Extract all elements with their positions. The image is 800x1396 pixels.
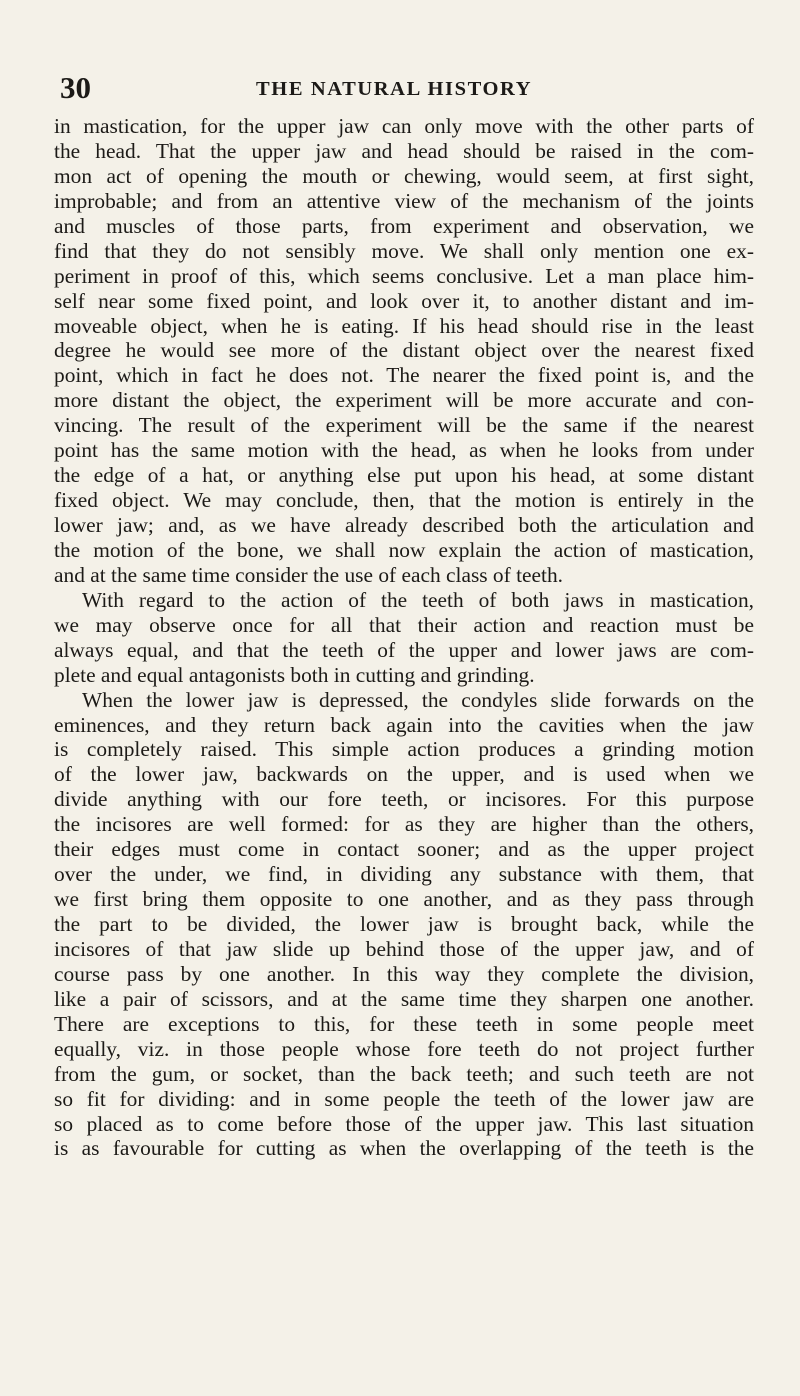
text-line: plete and equal antagonists both in cutting and grinding. <box>54 662 535 687</box>
text-line: There are exceptions to this, for these teeth in some people meet <box>54 1011 754 1036</box>
text-line: equally, viz. in those people whose fore teeth do not project further <box>54 1036 754 1061</box>
text-line: the part to be divided, the lower jaw is brought back, while the <box>54 912 754 936</box>
text-line: fixed object. We may conclude, then, that the motion is entirely in the <box>54 488 754 513</box>
text-line: and muscles of those parts, from experiment and observation, we <box>54 213 754 238</box>
text-line: point has the same motion with the head, as when he looks from under <box>54 438 754 463</box>
text-line: incisores of that jaw slide up behind those of the upper jaw, and of <box>54 936 754 961</box>
text-line: like a pair of scissors, and at the same time they sharpen one another. <box>54 986 754 1011</box>
text-line: vincing. The result of the experiment will be the same if the nearest <box>54 413 754 438</box>
text-line: periment in proof of this, which seems conclusive. Let a man place him- <box>54 263 754 288</box>
text-line: When the lower jaw is depressed, the condyles slide forwards on the <box>82 687 754 712</box>
text-line: divide anything with our fore teeth, or incisores. For this purpose <box>54 787 754 812</box>
text-line: so fit for dividing: and in some people the teeth of the lower jaw are <box>54 1086 754 1111</box>
page-number: 30 <box>60 70 91 105</box>
text-line: degree he would see more of the distant object over the nearest fixed <box>54 338 754 363</box>
text-line: we may observe once for all that their action and reaction must be <box>54 612 754 637</box>
text-line: point, which in fact he does not. The nearer the fixed point is, and the <box>54 363 754 388</box>
text-line: moveable object, when he is eating. If his head should rise in the least <box>54 313 754 338</box>
text-line: lower jaw; and, as we have already described both the articulation and <box>54 513 754 537</box>
text-line: mon act of opening the mouth or chewing, would seem, at first sight, <box>54 163 754 188</box>
text-line: is completely raised. This simple action produces a grinding motion <box>54 737 754 762</box>
text-line: of the lower jaw, backwards on the upper, and is used when we <box>54 762 754 787</box>
text-line: the motion of the bone, we shall now explain the action of mastication, <box>54 537 754 562</box>
text-line: the head. That the upper jaw and head should be raised in the com- <box>54 138 754 163</box>
text-line: is as favourable for cutting as when the overlapping of the teeth is the <box>54 1136 754 1161</box>
text-line: in mastication, for the upper jaw can only move with the other parts of <box>54 114 754 138</box>
text-line: from the gum, or socket, than the back teeth; and such teeth are not <box>54 1061 754 1086</box>
text-line: always equal, and that the teeth of the upper and lower jaws are com- <box>54 637 754 662</box>
text-line: find that they do not sensibly move. We shall only mention one ex- <box>54 238 754 263</box>
text-line: more distant the object, the experiment will be more accurate and con- <box>54 388 754 413</box>
text-line: course pass by one another. In this way they complete the division, <box>54 961 754 986</box>
text-line: we first bring them opposite to one another, and as they pass through <box>54 887 754 912</box>
page-header <box>60 70 750 110</box>
text-line: the incisores are well formed: for as they are higher than the others, <box>54 812 754 837</box>
body-text <box>54 114 754 1161</box>
text-line: self near some fixed point, and look over it, to another distant and im- <box>54 288 754 313</box>
text-line: their edges must come in contact sooner; and as the upper project <box>54 837 754 862</box>
text-line: so placed as to come before those of the upper jaw. This last situation <box>54 1111 754 1136</box>
text-line: With regard to the action of the teeth of both jaws in mastication, <box>82 587 754 612</box>
text-line: eminences, and they return back again into the cavities when the jaw <box>54 712 754 737</box>
text-line: over the under, we find, in dividing any substance with them, that <box>54 862 754 887</box>
text-line: improbable; and from an attentive view of the mechanism of the joints <box>54 188 754 213</box>
text-line: the edge of a hat, or anything else put upon his head, at some distant <box>54 463 754 488</box>
text-line: and at the same time consider the use of each class of teeth. <box>54 562 564 587</box>
running-head: THE NATURAL HISTORY <box>256 78 533 100</box>
